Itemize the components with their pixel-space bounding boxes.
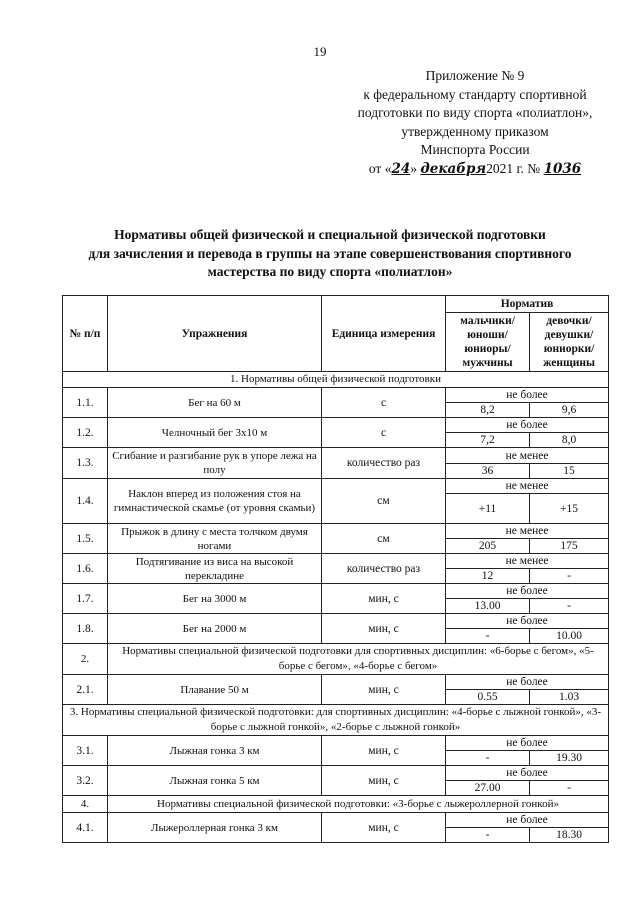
- norm-condition: не менее: [446, 479, 609, 494]
- norm-condition: не более: [446, 418, 609, 433]
- exercise-name: Бег на 2000 м: [108, 614, 322, 644]
- section-row: [63, 644, 609, 675]
- exercise-name: Лыжная гонка 3 км: [108, 736, 322, 766]
- header-row: [63, 296, 609, 313]
- document-title: [50, 226, 610, 282]
- header-exercise: Упражнения: [108, 296, 322, 372]
- norm-condition: не более: [446, 614, 609, 629]
- norm-condition: не более: [446, 675, 609, 690]
- appendix-line: утвержденному приказом: [401, 123, 549, 139]
- row-number: 1.4.: [63, 479, 108, 524]
- table-row: [63, 614, 609, 629]
- norm-condition: не менее: [446, 554, 609, 569]
- norm-condition: не более: [446, 736, 609, 751]
- norm-condition: не менее: [446, 448, 609, 464]
- table-row: [63, 388, 609, 403]
- header-num: № п/п: [63, 296, 108, 372]
- norm-condition: не более: [446, 584, 609, 599]
- unit: мин, с: [322, 675, 446, 705]
- value-girls: 18.30: [530, 828, 609, 843]
- value-girls: 175: [530, 539, 609, 554]
- exercise-name: Бег на 60 м: [108, 388, 322, 418]
- header-norm: Норматив: [446, 296, 609, 313]
- value-boys: 8,2: [446, 403, 530, 418]
- table-row: [63, 554, 609, 569]
- value-boys: 205: [446, 539, 530, 554]
- value-boys: +11: [446, 494, 530, 524]
- unit: количество раз: [322, 448, 446, 479]
- value-girls: 9,6: [530, 403, 609, 418]
- title-line: Нормативы общей физической и специальной физической подготовки: [114, 227, 546, 242]
- value-boys: -: [446, 629, 530, 644]
- row-number: 1.2.: [63, 418, 108, 448]
- value-girls: 15: [530, 464, 609, 479]
- table-row: [63, 736, 609, 751]
- value-boys: 27.00: [446, 781, 530, 796]
- value-boys: 36: [446, 464, 530, 479]
- section-title: Нормативы специальной физической подготовки: «3-борье с лыжероллерной гонкой»: [108, 796, 609, 813]
- row-number: 3.2.: [63, 766, 108, 796]
- unit: с: [322, 388, 446, 418]
- value-girls: 1.03: [530, 690, 609, 705]
- value-boys: 7,2: [446, 433, 530, 448]
- row-number: 1.5.: [63, 524, 108, 554]
- table-row: [63, 479, 609, 494]
- exercise-name: Челночный бег 3х10 м: [108, 418, 322, 448]
- exercise-name: Лыжероллерная гонка 3 км: [108, 813, 322, 843]
- value-boys: 0.55: [446, 690, 530, 705]
- handwritten-day: 24: [391, 160, 411, 177]
- row-number: 2.1.: [63, 675, 108, 705]
- norm-condition: не более: [446, 388, 609, 403]
- row-number: 1.3.: [63, 448, 108, 479]
- exercise-name: Наклон вперед из положения стоя на гимнастической скамье (от уровня скамьи): [108, 479, 322, 524]
- exercise-name: Подтягивание из виса на высокой перекладине: [108, 554, 322, 584]
- table-row: [63, 418, 609, 433]
- order-date-line: [330, 160, 620, 179]
- norm-condition: не менее: [446, 524, 609, 539]
- value-boys: -: [446, 828, 530, 843]
- value-girls: -: [530, 599, 609, 614]
- header-unit: Единица измерения: [322, 296, 446, 372]
- section-number: 4.: [63, 796, 108, 813]
- section-row: [63, 705, 609, 736]
- section-title: 1. Нормативы общей физической подготовки: [63, 372, 609, 388]
- value-girls: +15: [530, 494, 609, 524]
- appendix-header: [330, 67, 620, 178]
- header-boys: мальчики/ юноши/ юниоры/ мужчины: [446, 313, 530, 372]
- value-girls: 8,0: [530, 433, 609, 448]
- row-number: 1.6.: [63, 554, 108, 584]
- title-line: для зачисления и перевода в группы на этапе совершенствования спортивного: [88, 245, 572, 261]
- appendix-line: Минспорта России: [420, 142, 530, 157]
- value-boys: 13.00: [446, 599, 530, 614]
- table-row: [63, 448, 609, 464]
- exercise-name: Лыжная гонка 5 км: [108, 766, 322, 796]
- norm-condition: не более: [446, 766, 609, 781]
- header-girls: девочки/ девушки/ юниорки/ женщины: [530, 313, 609, 372]
- title-line: мастерства по виду спорта «полиатлон»: [207, 264, 453, 279]
- unit: мин, с: [322, 736, 446, 766]
- date-suffix: 2021 г. №: [486, 160, 544, 176]
- section-title: Нормативы специальной физической подготовки для спортивных дисциплин: «6-борье с бегом», «5-борье с бегом», «4-борье с бегом»: [108, 644, 609, 675]
- row-number: 1.7.: [63, 584, 108, 614]
- unit: мин, с: [322, 813, 446, 843]
- exercise-name: Плавание 50 м: [108, 675, 322, 705]
- row-number: 4.1.: [63, 813, 108, 843]
- norms-table: [62, 295, 609, 843]
- handwritten-month: декабря: [420, 160, 487, 177]
- unit: см: [322, 524, 446, 554]
- norm-condition: не более: [446, 813, 609, 828]
- table-row: [63, 675, 609, 690]
- value-boys: -: [446, 751, 530, 766]
- unit: мин, с: [322, 584, 446, 614]
- exercise-name: Сгибание и разгибание рук в упоре лежа на полу: [108, 448, 322, 479]
- appendix-line: подготовки по виду спорта «полиатлон»,: [357, 105, 593, 120]
- value-girls: 19.30: [530, 751, 609, 766]
- value-girls: 10.00: [530, 629, 609, 644]
- date-prefix: от «: [368, 160, 392, 176]
- exercise-name: Бег на 3000 м: [108, 584, 322, 614]
- unit: с: [322, 418, 446, 448]
- value-boys: 12: [446, 569, 530, 584]
- appendix-line: к федеральному стандарту спортивной: [363, 86, 587, 102]
- date-mid: »: [410, 160, 421, 176]
- table-row: [63, 813, 609, 828]
- row-number: 1.1.: [63, 388, 108, 418]
- section-row: [63, 796, 609, 813]
- section-title: 3. Нормативы специальной физической подготовки: для спортивных дисциплин: «4-борье с лыжной гонкой», «3-борье с лыжной гонкой», «2-борье с лыжной гонкой»: [63, 705, 609, 736]
- handwritten-order-number: 1036: [543, 160, 582, 177]
- table-row: [63, 584, 609, 599]
- unit: мин, с: [322, 766, 446, 796]
- row-number: 1.8.: [63, 614, 108, 644]
- unit: мин, с: [322, 614, 446, 644]
- value-girls: -: [530, 781, 609, 796]
- unit: см: [322, 479, 446, 524]
- section-number: 2.: [63, 644, 108, 675]
- table-row: [63, 524, 609, 539]
- page-number: 19: [313, 44, 327, 59]
- unit: количество раз: [322, 554, 446, 584]
- value-girls: -: [530, 569, 609, 584]
- section-row: [63, 372, 609, 388]
- row-number: 3.1.: [63, 736, 108, 766]
- appendix-line: Приложение № 9: [425, 68, 525, 83]
- table-row: [63, 766, 609, 781]
- exercise-name: Прыжок в длину с места толчком двумя ногами: [108, 524, 322, 554]
